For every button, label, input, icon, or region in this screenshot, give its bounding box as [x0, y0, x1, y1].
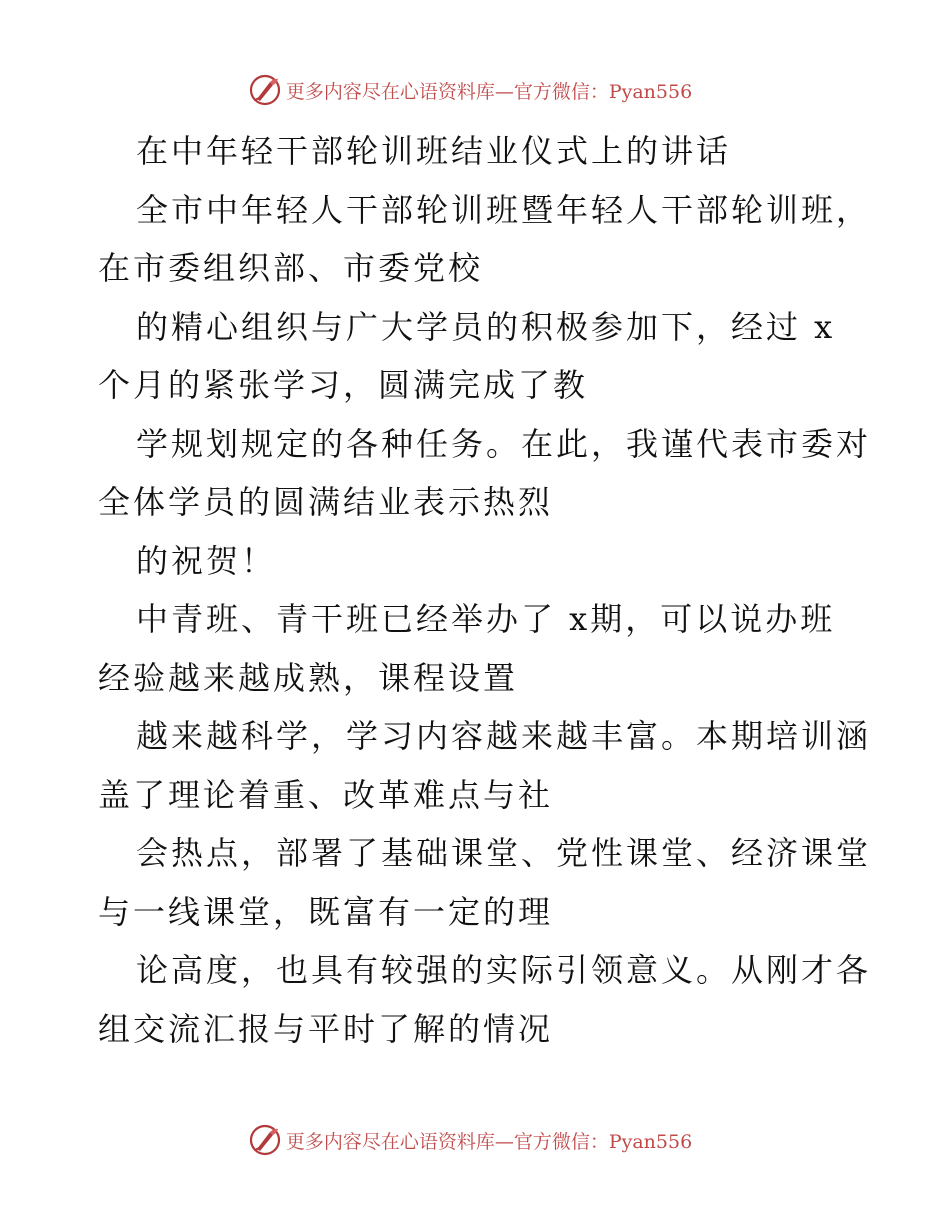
- text-line: 全市中年轻人干部轮训班暨年轻人干部轮训班，: [136, 190, 872, 229]
- banner-text: 更多内容尽在心语资料库—官方微信：Pyan556: [285, 1130, 693, 1153]
- text-line: 的精心组织与广大学员的积极参加下，经过 x: [136, 307, 836, 346]
- text-line: 盖了理论着重、改革难点与社: [98, 775, 554, 814]
- document-body: [98, 122, 872, 1058]
- footer-banner: [0, 1120, 950, 1160]
- text-line: 经验越来越成熟，课程设置: [98, 658, 519, 697]
- text-line: 与一线课堂，既富有一定的理: [98, 892, 554, 931]
- text-line: 论高度，也具有较强的实际引领意义。从刚才各: [136, 951, 872, 989]
- text-line: 在中年轻干部轮训班结业仪式上的讲话: [136, 132, 732, 170]
- text-line: 的祝贺！: [136, 541, 277, 580]
- text-line: 学规划规定的各种任务。在此，我谨代表市委对: [136, 424, 872, 463]
- text-line: 个月的紧张学习，圆满完成了教: [98, 366, 589, 404]
- text-line: 全体学员的圆满结业表示热烈: [98, 483, 554, 521]
- feather-pen-circle-icon: [248, 73, 282, 107]
- text-line: 越来越科学，学习内容越来越丰富。本期培训涵: [136, 717, 872, 755]
- text-line: 在市委组织部、市委党校: [98, 249, 484, 287]
- text-line: 会热点，部署了基础课堂、党性课堂、经济课堂: [136, 834, 872, 872]
- header-banner: [0, 70, 950, 110]
- banner-text: 更多内容尽在心语资料库—官方微信：Pyan556: [285, 80, 693, 103]
- feather-pen-circle-icon: [248, 1123, 282, 1157]
- text-line: 中青班、青干班已经举办了 x期，可以说办班: [136, 600, 836, 638]
- text-line: 组交流汇报与平时了解的情况: [98, 1009, 554, 1048]
